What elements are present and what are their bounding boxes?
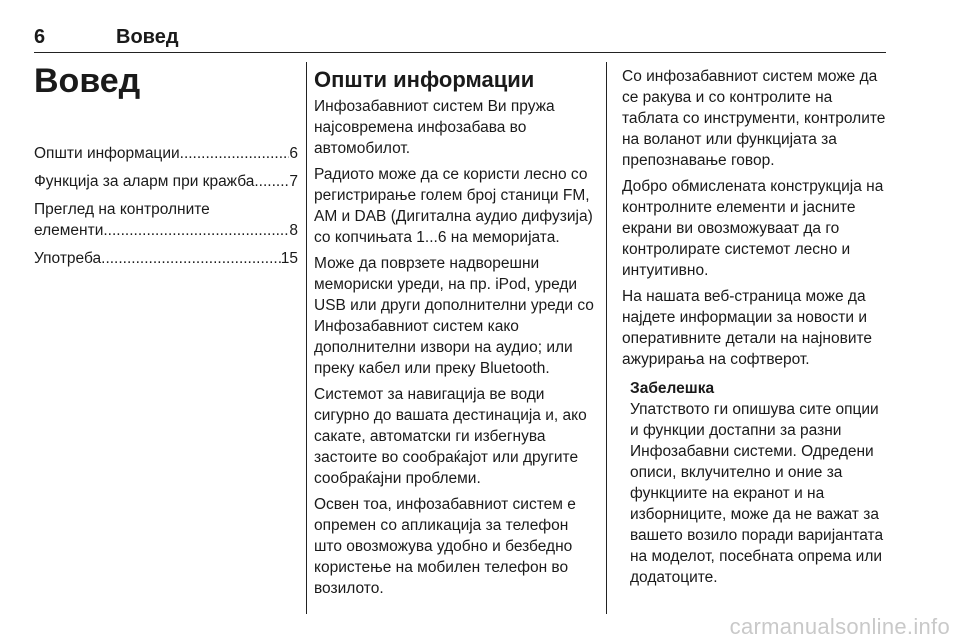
section-body-continued (622, 66, 888, 370)
toc-entry-title: елементи (34, 222, 104, 239)
paragraph: Освен тоа, инфозабавниот систем е опремен со апликација за телефон што овозможува удобно и безбедно користење на мобилен телефон во возилото. (314, 496, 576, 597)
table-of-contents (34, 143, 298, 276)
toc-entry-title: Употреба (34, 250, 102, 267)
paragraph: Радиото може да се користи лесно со регистрирање голем број станици FM, AM и DAB (Дигитална аудио дифузија) со копчињата 1...6 на меморијата. (314, 166, 593, 246)
running-header (34, 22, 886, 53)
toc-entry-title: Преглед на контролните (34, 201, 210, 218)
page-number: 6 (34, 26, 46, 48)
paragraph: Добро обмислената конструкција на контролните елементи и јасните екрани ви овозможуваат да го контролирате системот лесно и интуитивно. (622, 178, 884, 279)
watermark: carmanualsonline.info (729, 614, 950, 639)
note-title: Забелешка (630, 380, 715, 397)
toc-entry[interactable] (34, 143, 298, 164)
toc-page-number: 8 (289, 222, 298, 239)
toc-page-number: 6 (289, 145, 298, 162)
toc-line (34, 220, 298, 241)
toc-entry-title: Општи информации (34, 145, 180, 162)
section-heading: Општи информации (314, 67, 535, 92)
paragraph: Може да поврзете надворешни мемориски уреди, на пр. iPod, уреди USB или други дополнителни уреди со Инфозабавниот систем како дополнителни извори на аудио; или преку кабел или преку Bluetooth. (314, 255, 594, 377)
content-column-middle (314, 66, 594, 604)
toc-entry-title: Функција за аларм при кражба (34, 173, 255, 190)
toc-leader-dots (101, 248, 281, 269)
note-block (630, 378, 888, 588)
toc-entry[interactable] (34, 248, 298, 269)
content-column-right (622, 66, 888, 588)
chapter-title: Вовед (34, 62, 141, 100)
column-divider (606, 62, 607, 614)
toc-line (34, 171, 298, 192)
running-chapter-title: Вовед (116, 26, 179, 48)
toc-entry[interactable] (34, 199, 298, 241)
toc-line (34, 248, 298, 269)
toc-page-number: 7 (289, 173, 298, 190)
toc-line (34, 143, 298, 164)
paragraph: Системот за навигација ве води сигурно до вашата дестинација и, ако сакате, автоматски ги избегнува застоите во сообраќајот или другите сообраќајни проблеми. (314, 386, 587, 487)
note-text: Упатството ги опишува сите опции и функции достапни за разни Инфозабавни системи. Одредени описи, вклучително и оние за функциите на екранот и на изборниците, може да не важат за вашето возило поради варијантата на моделот, посебната опрема или додатоците. (630, 401, 884, 586)
toc-leader-dots (180, 143, 290, 164)
column-divider (306, 62, 307, 614)
section-body (314, 96, 594, 599)
toc-page-number: 15 (280, 250, 298, 267)
toc-leader-dots (103, 220, 289, 241)
toc-entry[interactable] (34, 171, 298, 192)
paragraph: На нашата веб-страница може да најдете информации за новости и оперативните детали на најновите ажурирања на софтверот. (622, 288, 873, 368)
paragraph: Со инфозабавниот систем може да се ракува и со контролите на таблата со инструменти, контролите на воланот или функцијата за препознавање говор. (622, 68, 886, 169)
toc-line (34, 199, 298, 220)
toc-leader-dots (254, 171, 289, 192)
paragraph: Инфозабавниот систем Ви пружа најсовремена инфозабава во автомобилот. (314, 98, 555, 157)
